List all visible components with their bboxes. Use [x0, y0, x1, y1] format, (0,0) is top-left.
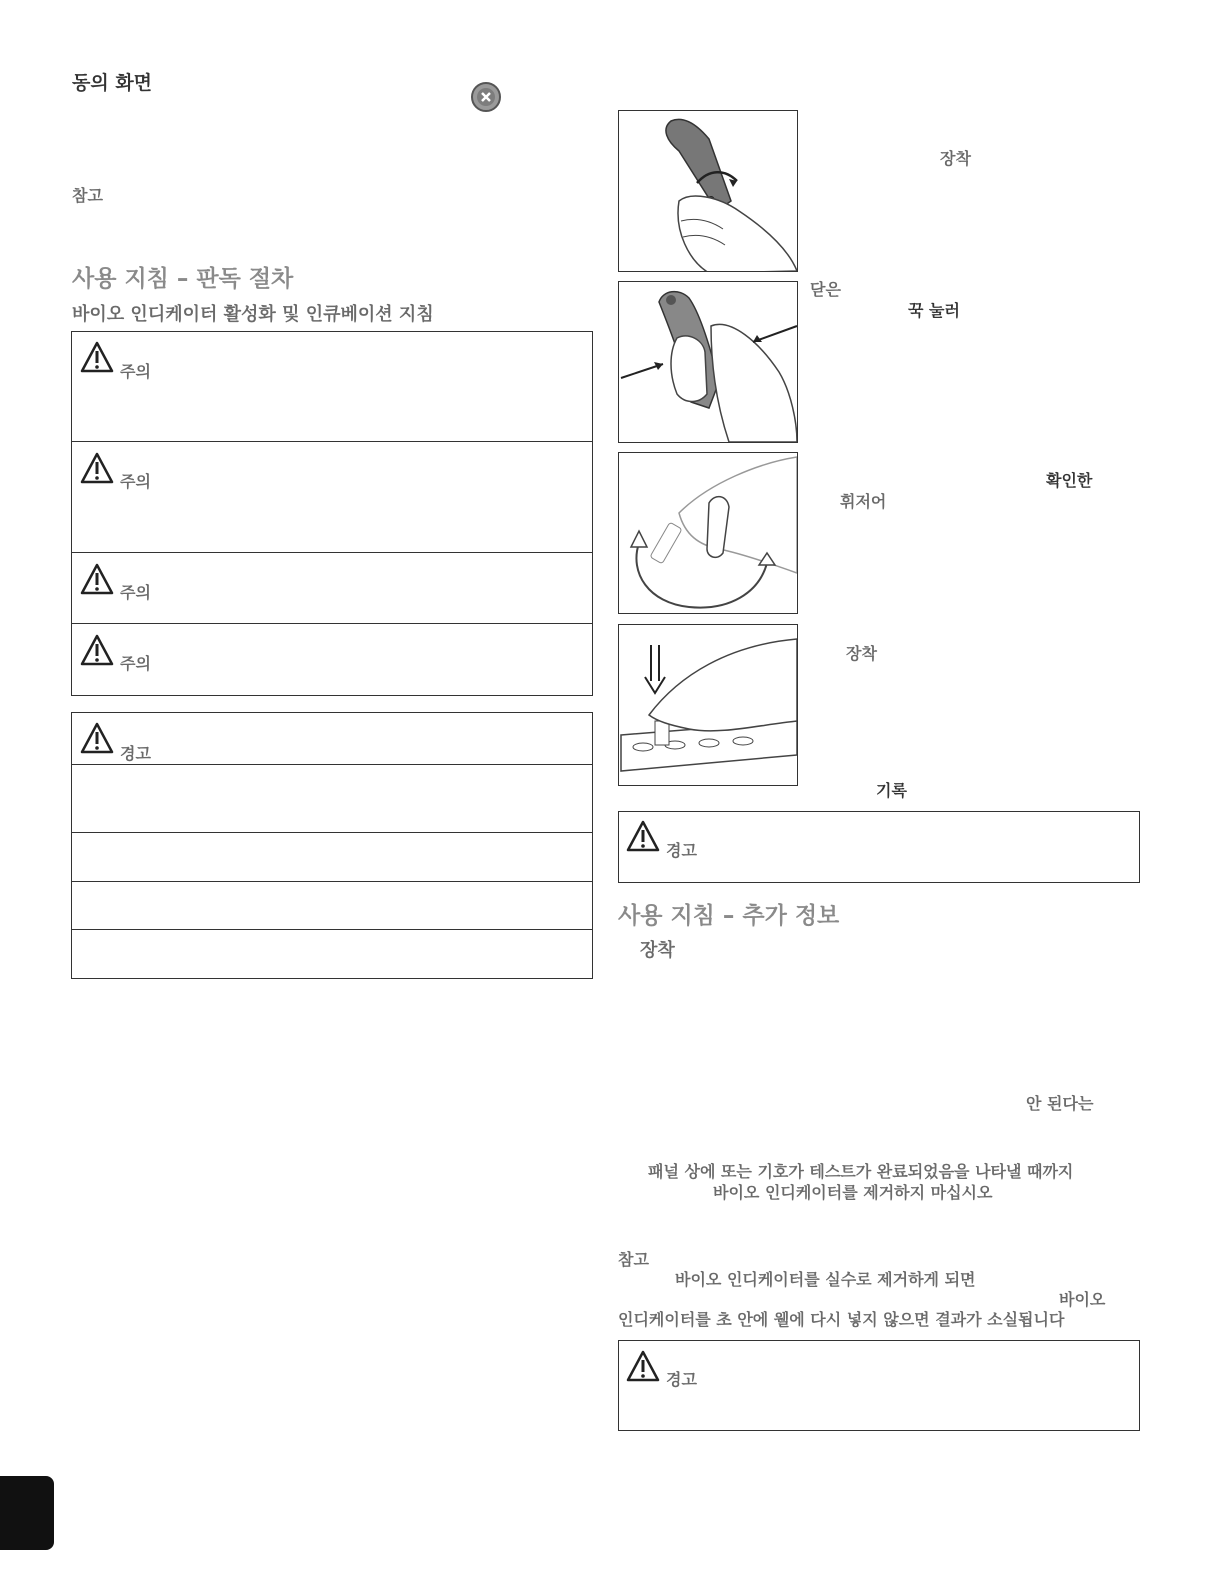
figure-flick-indicator [618, 452, 798, 614]
note-label: 참고 [618, 1250, 649, 1269]
note-line: 바이오 인디케이터를 실수로 제거하게 되면 [675, 1270, 976, 1289]
step3-text-check: 확인한 [1046, 471, 1093, 490]
paragraph-fragment: 안 된다는 [1026, 1094, 1094, 1113]
paragraph-line: 바이오 인디케이터를 제거하지 마십시오 [713, 1183, 993, 1202]
step2-text-closed: 닫은 [810, 280, 841, 299]
warning-triangle-icon [626, 1350, 660, 1382]
caution-label: 주의 [120, 472, 151, 491]
figure-place-indicator [618, 624, 798, 786]
section-title-additional: 사용 지침 – 추가 정보 [618, 903, 840, 929]
caution-panel [71, 331, 593, 696]
caution-label: 주의 [120, 362, 151, 381]
step2-text-press: 꾹 눌러 [908, 301, 960, 320]
step3-text-stir: 휘저어 [840, 492, 887, 511]
figure-press-indicator [618, 281, 798, 443]
warning-triangle-icon [626, 820, 660, 852]
divider [71, 832, 593, 833]
divider [71, 441, 593, 442]
warning-triangle-icon [80, 722, 114, 754]
warning-triangle-icon [80, 341, 114, 373]
warning-triangle-icon [80, 452, 114, 484]
consent-screen-title: 동의 화면 [72, 72, 153, 94]
step4-text-record: 기록 [876, 781, 907, 800]
divider [71, 764, 593, 765]
note-line: 인디케이터를 초 안에 웰에 다시 넣지 않으면 결과가 소실됩니다 [618, 1310, 1065, 1329]
warning-triangle-icon [80, 563, 114, 595]
subsection-title-activation: 바이오 인디케이터 활성화 및 인큐베이션 지침 [72, 304, 434, 325]
warning-label: 경고 [120, 744, 151, 763]
warning-label: 경고 [666, 841, 697, 860]
warning-triangle-icon [80, 634, 114, 666]
page-tab-marker [0, 1476, 54, 1550]
note-label: 참고 [72, 186, 103, 205]
divider [71, 929, 593, 930]
step4-text-place: 장착 [846, 644, 877, 663]
figure-insert-indicator [618, 110, 798, 272]
divider [71, 552, 593, 553]
note-line: 바이오 [1059, 1290, 1106, 1309]
step1-text: 장착 [940, 149, 971, 168]
caution-label: 주의 [120, 654, 151, 673]
divider [71, 623, 593, 624]
paragraph-line: 패널 상에 또는 기호가 테스트가 완료되었음을 나타낼 때까지 [648, 1162, 1074, 1181]
section-title-reading: 사용 지침 – 판독 절차 [72, 266, 294, 292]
divider [71, 881, 593, 882]
x-circle-icon [470, 81, 502, 113]
warning-label: 경고 [666, 1370, 697, 1389]
subsection-label-place: 장착 [640, 940, 675, 961]
caution-label: 주의 [120, 583, 151, 602]
